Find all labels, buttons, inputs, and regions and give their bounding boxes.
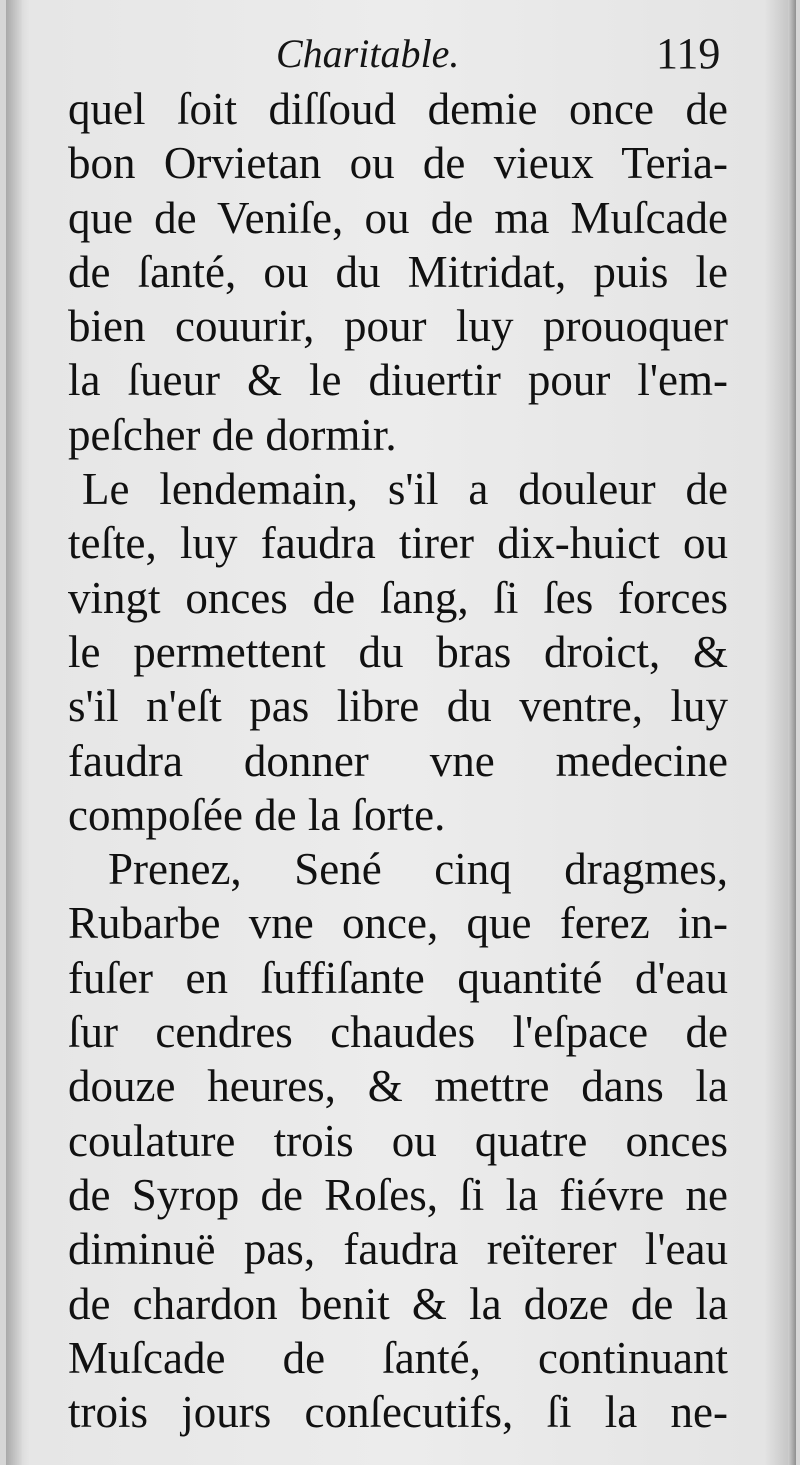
text-line: la ſueur & le diuertir pour l'em- — [68, 355, 728, 406]
text-line: bon Orvietan ou de vieux Teria- — [68, 138, 728, 189]
page-number: 119 — [656, 29, 721, 78]
text-line: compoſée de la ſorte. — [68, 789, 446, 840]
text-line: fuſer en ſuffiſante quantité d'eau — [68, 952, 728, 1003]
text-line: trois jours conſecutifs, ſi la ne- — [68, 1387, 728, 1438]
text-line: coulature trois ou quatre onces — [68, 1115, 728, 1166]
text-line: diminuë pas, faudra reïterer l'eau — [68, 1224, 728, 1275]
text-line: de Syrop de Roſes, ſi la fiévre ne — [68, 1169, 728, 1220]
text-line: douze heures, & mettre dans la — [68, 1061, 728, 1112]
text-line: que de Veniſe, ou de ma Muſcade — [68, 192, 728, 243]
text-line: peſcher de dormir. — [68, 409, 397, 460]
book-page — [6, 0, 796, 1465]
running-head: Charitable. — [276, 31, 460, 76]
text-line: le permettent du bras droict, & — [68, 626, 728, 677]
page-edge-shadow — [788, 0, 796, 1465]
text-line: de chardon benit & la doze de la — [68, 1278, 728, 1329]
text-line: faudra donner vne medecine — [68, 735, 728, 786]
text-line: Rubarbe vne once, que ferez in- — [68, 898, 728, 949]
text-line: s'il n'eſt pas libre du ventre, luy — [68, 681, 728, 732]
text-line: quel ſoit diſſoud demie once de — [68, 84, 728, 134]
page-gutter-shadow — [6, 0, 22, 1465]
text-line: bien couurir, pour luy prouoquer — [68, 301, 728, 352]
paragraph-first-line: Prenez, Sené cinq dragmes, — [108, 844, 728, 895]
body-text — [68, 82, 728, 1439]
text-line: Muſcade de ſanté, continuant — [68, 1332, 728, 1383]
paragraph-first-line: Le lendemain, s'il a douleur de — [82, 464, 728, 515]
text-line: teſte, luy faudra tirer dix-huict ou — [68, 518, 728, 569]
text-line: vingt onces de ſang, ſi ſes forces — [68, 572, 728, 623]
text-line: de ſanté, ou du Mitridat, puis le — [68, 246, 728, 297]
text-line: ſur cendres chaudes l'eſpace de — [68, 1007, 728, 1058]
